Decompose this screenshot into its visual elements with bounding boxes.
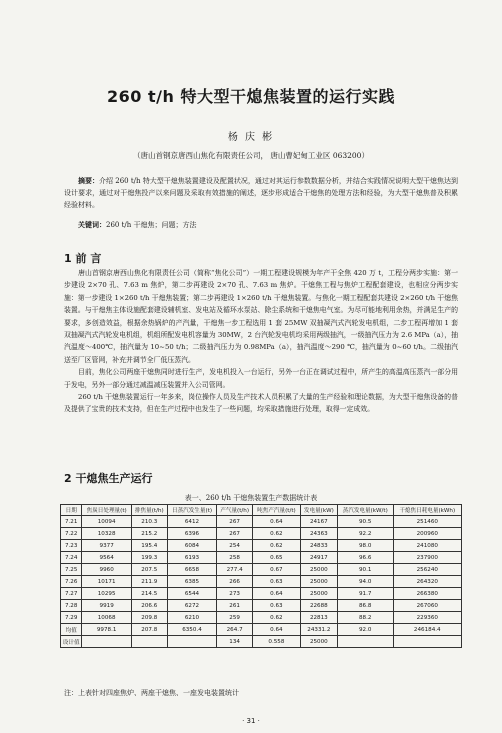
table-cell: 251460 xyxy=(393,516,461,528)
table-row xyxy=(61,624,462,636)
table-cell: 256240 xyxy=(393,564,461,576)
table-cell: 96.6 xyxy=(337,552,393,564)
table-cell: 266380 xyxy=(393,588,461,600)
table-cell: 266 xyxy=(217,576,253,588)
table-cell: 86.8 xyxy=(337,600,393,612)
table-cell: 6210 xyxy=(167,612,216,624)
paragraph: 260 t/h 干熄焦装置运行一年多来，岗位操作人员及生产技术人员积累了大量的生产经验和理论数据，为大型干熄焦设备的普及提供了宝贵的技术支持，但在生产过程中也发生了一些问题，均采取措施进行处理，取得一定成效。 xyxy=(64,393,458,414)
table-cell: 195.4 xyxy=(131,540,167,552)
table-cell: 94.0 xyxy=(337,576,393,588)
table-cell: 241080 xyxy=(393,540,461,552)
table-cell: 7.26 xyxy=(61,576,82,588)
table-row xyxy=(61,600,462,612)
table-cell: 25000 xyxy=(300,564,337,576)
table-cell: 92.0 xyxy=(337,624,393,636)
paragraph: 唐山首钢京唐西山焦化有限责任公司（简称“焦化公司”）一期工程建设规模为年产干全焦 420 万 t，工程分两步实施：第一步建设 2×70 孔、7.63 m 焦炉，第二步再建设 2×70 孔、7.63 m 焦炉。干熄焦工程与焦炉工程配套建设，也相应分两步实施：第一步建设 1×260 t/h 干熄焦装置；第二步再建设 1×260 t/h 干熄焦装置。与焦化一期工程配套共建设 2×260 t/h 干熄焦装置。与干熄焦主体设施配套建设辅机室、发电站及循环水泵站、除尘系统和干熄焦电气室。为尽可能地利用余热，并满足生产的要求，多创造效益，根据余热锅炉的产汽量，干熄焦一步工程选用 1 套 25MW 双抽凝汽式汽轮发电机组，二步工程再增加 1 套双抽凝汽式汽轮发电机组，机组所配发电机容量为 30MW，2 台汽轮发电机均采用两级抽汽，一级抽汽压力为 2.6 MPa（a），抽汽温度～400℃，抽汽量为 10~50 t/h；二级抽汽压力为 0.98MPa（a），抽汽温度～290 ℃，抽汽量为 0~60 t/h。二级抽汽送至厂区管网，补充并调节全厂低压蒸汽。 xyxy=(64,269,458,364)
keywords-label: 关键词： xyxy=(78,221,106,229)
table-cell: 207.8 xyxy=(131,624,167,636)
table-cell: 215.2 xyxy=(131,528,167,540)
table-cell: 258 xyxy=(217,552,253,564)
table-cell: 246184.4 xyxy=(393,624,461,636)
table-cell: 10094 xyxy=(82,516,131,528)
table-cell: 267 xyxy=(217,528,253,540)
table-cell: 0.62 xyxy=(253,528,301,540)
table-cell: 0.64 xyxy=(253,516,301,528)
table-cell: 24917 xyxy=(300,552,337,564)
abstract xyxy=(64,175,458,211)
table-cell: 25000 xyxy=(300,576,337,588)
table-cell: 237900 xyxy=(393,552,461,564)
table-cell: 134 xyxy=(217,636,253,648)
table-cell: 22688 xyxy=(300,600,337,612)
table-cell: 0.64 xyxy=(253,624,301,636)
table-note: 注：上表针对四座焦炉、两座干熄焦、一座发电装置统计 xyxy=(64,689,239,697)
table-cell: 209.8 xyxy=(131,612,167,624)
table-header-cell: 排焦量(t/h) xyxy=(131,505,167,516)
table-body xyxy=(61,516,462,648)
table-cell: 0.62 xyxy=(253,540,301,552)
table-cell: 10171 xyxy=(82,576,131,588)
table-cell: 277.4 xyxy=(217,564,253,576)
table-cell: 6544 xyxy=(167,588,216,600)
author-name: 杨 庆 彬 xyxy=(227,132,275,143)
table-cell: 6193 xyxy=(167,552,216,564)
section1-heading: 1 前 言 xyxy=(64,252,102,265)
table-cell: 7.29 xyxy=(61,612,82,624)
table-cell: 7.27 xyxy=(61,588,82,600)
section1-body xyxy=(64,267,458,416)
table-cell: 6385 xyxy=(167,576,216,588)
table-header-cell: 干熄焦日耗电量(kWh) xyxy=(393,505,461,516)
table-cell: 6272 xyxy=(167,600,216,612)
paper-title: 260 t/h 特大型干熄焦装置的运行实践 xyxy=(107,87,395,106)
table-cell: 273 xyxy=(217,588,253,600)
table-header-cell: 蒸汽发电量(kW/t) xyxy=(337,505,393,516)
table-cell: 0.64 xyxy=(253,588,301,600)
table-cell: 214.5 xyxy=(131,588,167,600)
table-cell: 9960 xyxy=(82,564,131,576)
table-cell: 90.1 xyxy=(337,564,393,576)
table-cell: 210.3 xyxy=(131,516,167,528)
table-cell: 6412 xyxy=(167,516,216,528)
table-row xyxy=(61,516,462,528)
table-header-cell: 产气量(t/h) xyxy=(217,505,253,516)
table-cell: 254 xyxy=(217,540,253,552)
table-cell: 10295 xyxy=(82,588,131,600)
table-cell: 259 xyxy=(217,612,253,624)
table-cell: 6396 xyxy=(167,528,216,540)
table-cell xyxy=(167,636,216,648)
table-row xyxy=(61,528,462,540)
table-cell: 229360 xyxy=(393,612,461,624)
table-cell: 设计值 xyxy=(61,636,82,648)
table-header-cell: 日期 xyxy=(61,505,82,516)
table-cell: 92.2 xyxy=(337,528,393,540)
table-header-cell: 焦炭日处理量(t) xyxy=(82,505,131,516)
keywords xyxy=(78,220,197,230)
table-row xyxy=(61,540,462,552)
table-cell: 200960 xyxy=(393,528,461,540)
table-cell: 25000 xyxy=(300,588,337,600)
table-header-cell: 日蒸汽发生量(t) xyxy=(167,505,216,516)
table-cell: 6084 xyxy=(167,540,216,552)
table-cell: 7.28 xyxy=(61,600,82,612)
abstract-text: 介绍 260 t/h 特大型干熄焦装置建设及配置状况，通过对其运行参数数据分析，并结合实践情况说明大型干熄焦达到设计要求，通过对干熄焦投产以来问题及采取有效措施的阐述，逐步形成适合干熄焦的处理方法和经验，为大型干熄焦普及积累经验材料。 xyxy=(64,177,459,209)
table-header-cell: 吨焦产汽量(t/t) xyxy=(253,505,301,516)
table-row xyxy=(61,636,462,648)
table-row xyxy=(61,612,462,624)
table-cell: 90.5 xyxy=(337,516,393,528)
table-header-cell: 发电量(kW) xyxy=(300,505,337,516)
table-cell: 0.558 xyxy=(253,636,301,648)
table-cell: 6350.4 xyxy=(167,624,216,636)
table-cell: 264.7 xyxy=(217,624,253,636)
table-cell: 0.63 xyxy=(253,600,301,612)
table-row xyxy=(61,576,462,588)
table-cell: 24363 xyxy=(300,528,337,540)
table-cell xyxy=(393,636,461,648)
table-cell: 7.25 xyxy=(61,564,82,576)
table-cell: 207.5 xyxy=(131,564,167,576)
table-cell: 22813 xyxy=(300,612,337,624)
table-cell: 6658 xyxy=(167,564,216,576)
abstract-label: 摘要： xyxy=(78,177,100,185)
table-cell: 98.0 xyxy=(337,540,393,552)
author-affiliation: （唐山首钢京唐西山焦化有限责任公司， 唐山曹妃甸工业区 063200） xyxy=(133,151,369,160)
table-cell: 9919 xyxy=(82,600,131,612)
table-cell: 25000 xyxy=(300,636,337,648)
table-cell xyxy=(82,636,131,648)
table-row xyxy=(61,588,462,600)
table-cell: 10328 xyxy=(82,528,131,540)
table-cell: 267 xyxy=(217,516,253,528)
table-header-row xyxy=(61,505,462,516)
table-cell: 24167 xyxy=(300,516,337,528)
table-cell: 264320 xyxy=(393,576,461,588)
table-cell: 0.65 xyxy=(253,552,301,564)
table-row xyxy=(61,552,462,564)
table-row xyxy=(61,564,462,576)
table-cell: 211.9 xyxy=(131,576,167,588)
table-cell: 199.3 xyxy=(131,552,167,564)
table-cell: 10068 xyxy=(82,612,131,624)
production-data-table xyxy=(60,504,462,648)
table-cell: 0.63 xyxy=(253,576,301,588)
table-cell: 7.23 xyxy=(61,540,82,552)
table-cell: 9978.1 xyxy=(82,624,131,636)
keywords-text: 260 t/h 干熄焦；问题；方法 xyxy=(106,221,197,229)
table-cell: 0.62 xyxy=(253,612,301,624)
table-cell: 7.24 xyxy=(61,552,82,564)
section2-heading: 2 干熄焦生产运行 xyxy=(64,472,153,485)
table-cell: 24833 xyxy=(300,540,337,552)
page-number: · 31 · xyxy=(242,717,260,725)
table-cell: 24331.2 xyxy=(300,624,337,636)
table-cell: 7.21 xyxy=(61,516,82,528)
table-cell: 261 xyxy=(217,600,253,612)
table-cell: 0.67 xyxy=(253,564,301,576)
table-cell: 均值 xyxy=(61,624,82,636)
table-cell: 9564 xyxy=(82,552,131,564)
table-cell: 7.22 xyxy=(61,528,82,540)
table-cell: 88.2 xyxy=(337,612,393,624)
paragraph: 目前，焦化公司两座干熄焦同时进行生产，发电机投入一台运行，另外一台正在调试过程中，所产生的高温高压蒸汽一部分用于发电，另外一部分通过减温减压装置并入公司管网。 xyxy=(64,368,458,389)
table-cell: 91.7 xyxy=(337,588,393,600)
table-cell xyxy=(337,636,393,648)
table-cell: 9377 xyxy=(82,540,131,552)
table-caption: 表一、260 t/h 干熄焦装置生产数据统计表 xyxy=(184,494,318,502)
table-cell xyxy=(131,636,167,648)
table-cell: 267060 xyxy=(393,600,461,612)
table-cell: 206.6 xyxy=(131,600,167,612)
